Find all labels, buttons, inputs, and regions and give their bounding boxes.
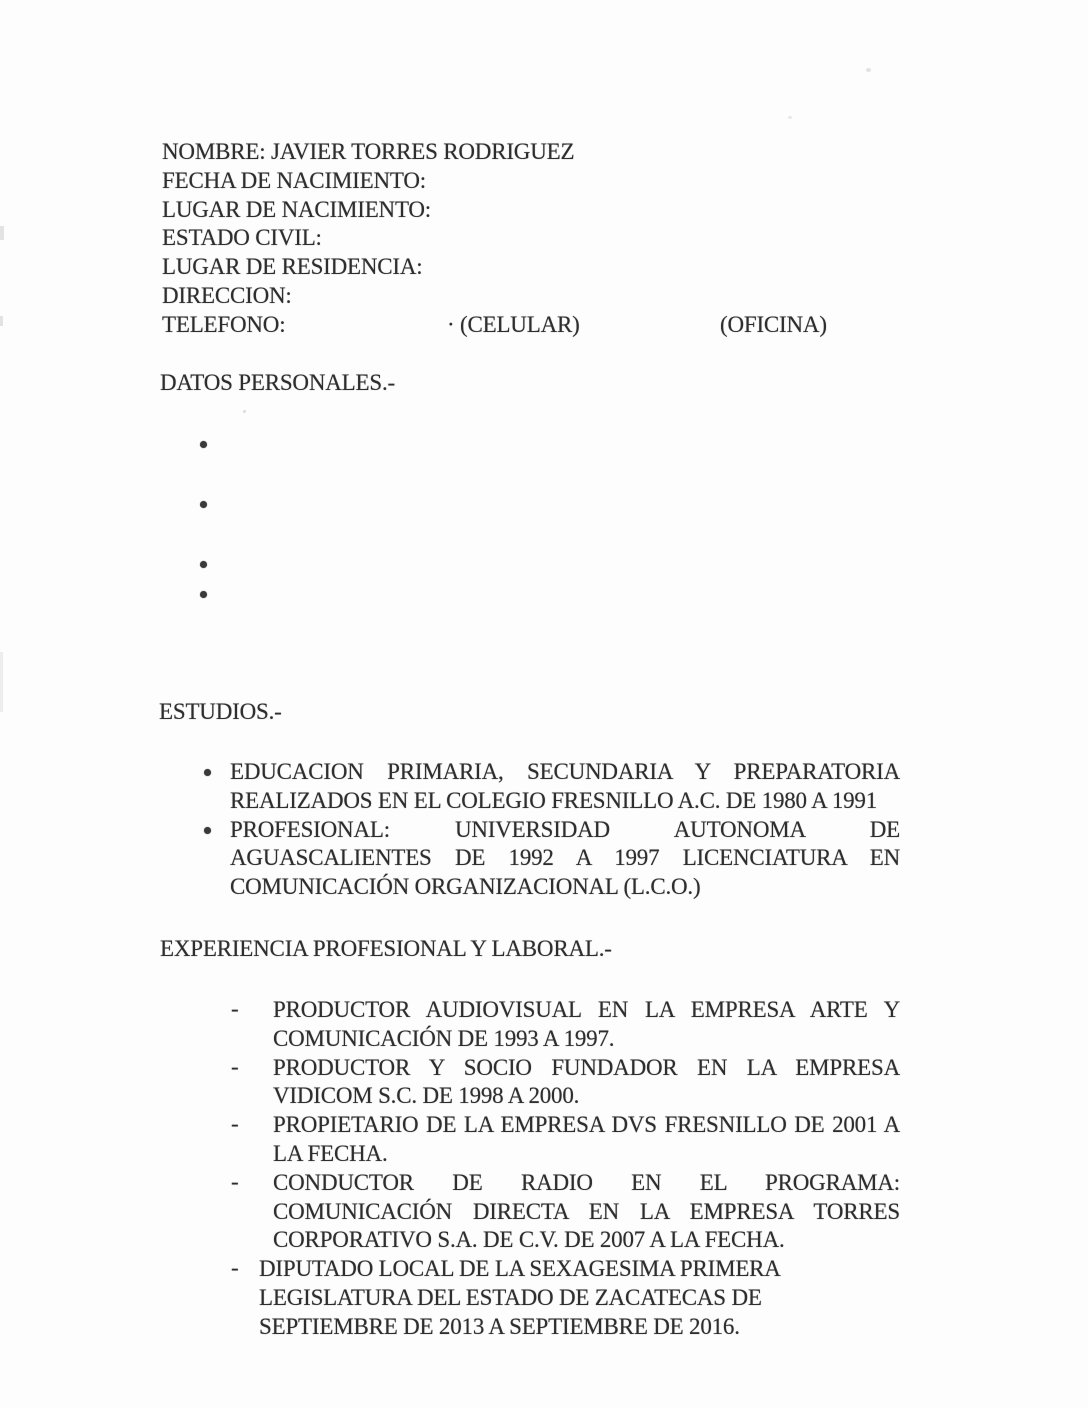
- section-heading-experiencia: EXPERIENCIA PROFESIONAL Y LABORAL.-: [160, 936, 612, 961]
- list-item-line: DIPUTADO LOCAL DE LA SEXAGESIMA PRIMERA: [259, 1256, 781, 1282]
- telefono-celular-label: · (CELULAR): [447, 311, 580, 337]
- list-item: [231, 1169, 900, 1255]
- list-item-line: COMUNICACIÓN ORGANIZACIONAL (L.C.O.): [230, 874, 701, 900]
- scan-artifact: [0, 652, 3, 712]
- scan-artifact: [866, 68, 871, 72]
- dash-marker: -: [231, 1255, 239, 1281]
- bullet-marker: [204, 769, 211, 776]
- experiencia-list: [231, 996, 900, 1342]
- empty-bullet-marker: [200, 561, 207, 568]
- section-heading-estudios: ESTUDIOS.-: [159, 699, 282, 724]
- bullet-marker: [204, 827, 211, 834]
- field-lugar-residencia: LUGAR DE RESIDENCIA:: [162, 254, 423, 280]
- scan-artifact: [0, 316, 3, 326]
- list-item-line: COMUNICACIÓN DIRECTA EN LA EMPRESA TORRES: [273, 1198, 900, 1224]
- list-item-line: PRODUCTOR AUDIOVISUAL EN LA EMPRESA ARTE Y: [273, 997, 900, 1022]
- list-item: [204, 758, 900, 816]
- list-item-line: PROFESIONAL: UNIVERSIDAD AUTONOMA DE: [230, 816, 900, 842]
- scan-artifact: [243, 410, 246, 413]
- empty-bullet-marker: [200, 441, 207, 448]
- dash-marker: -: [231, 1111, 239, 1137]
- list-item: [231, 996, 900, 1054]
- estudios-list: [204, 758, 900, 902]
- field-fecha-nacimiento: FECHA DE NACIMIENTO:: [162, 167, 426, 193]
- field-lugar-nacimiento: LUGAR DE NACIMIENTO:: [162, 196, 432, 222]
- field-telefono: [162, 311, 882, 340]
- telefono-oficina-label: (OFICINA): [720, 311, 827, 337]
- list-item-line: COMUNICACIÓN DE 1993 A 1997.: [273, 1025, 615, 1051]
- list-item-line: LA FECHA.: [273, 1140, 388, 1166]
- list-item-line: SEPTIEMBRE DE 2013 A SEPTIEMBRE DE 2016.: [259, 1313, 740, 1339]
- list-item-line: CONDUCTOR DE RADIO EN EL PROGRAMA:: [273, 1169, 900, 1195]
- empty-bullet-marker: [200, 591, 207, 598]
- scan-artifact: [0, 226, 4, 240]
- field-nombre: NOMBRE: JAVIER TORRES RODRIGUEZ: [162, 139, 575, 164]
- empty-bullet-marker: [200, 501, 207, 508]
- list-item-line: AGUASCALIENTES DE 1992 A 1997 LICENCIATURA EN: [230, 845, 900, 871]
- list-item: [204, 816, 900, 902]
- list-item-line: LEGISLATURA DEL ESTADO DE ZACATECAS DE: [259, 1284, 762, 1310]
- list-item-line: PRODUCTOR Y SOCIO FUNDADOR EN LA EMPRESA: [273, 1054, 900, 1080]
- telefono-label: TELEFONO:: [162, 311, 286, 337]
- personal-info-block: [162, 138, 882, 340]
- field-direccion: DIRECCION:: [162, 282, 292, 308]
- field-estado-civil: ESTADO CIVIL:: [162, 225, 322, 251]
- dash-marker: -: [231, 1168, 239, 1194]
- section-heading-datos-personales: DATOS PERSONALES.-: [160, 370, 395, 395]
- dash-marker: -: [231, 996, 239, 1021]
- dash-marker: -: [231, 1053, 239, 1079]
- list-item-line: EDUCACION PRIMARIA, SECUNDARIA Y PREPARATORIA: [230, 759, 900, 784]
- list-item: [231, 1255, 900, 1341]
- list-item-line: VIDICOM S.C. DE 1998 A 2000.: [273, 1083, 580, 1109]
- list-item: [231, 1054, 900, 1112]
- list-item-line: CORPORATIVO S.A. DE C.V. DE 2007 A LA FECHA.: [273, 1227, 785, 1253]
- list-item-line: PROPIETARIO DE LA EMPRESA DVS FRESNILLO DE 2001 A: [273, 1112, 900, 1138]
- scan-artifact: [788, 116, 792, 119]
- list-item-line: REALIZADOS EN EL COLEGIO FRESNILLO A.C. DE 1980 A 1991: [230, 787, 878, 813]
- list-item: [231, 1111, 900, 1169]
